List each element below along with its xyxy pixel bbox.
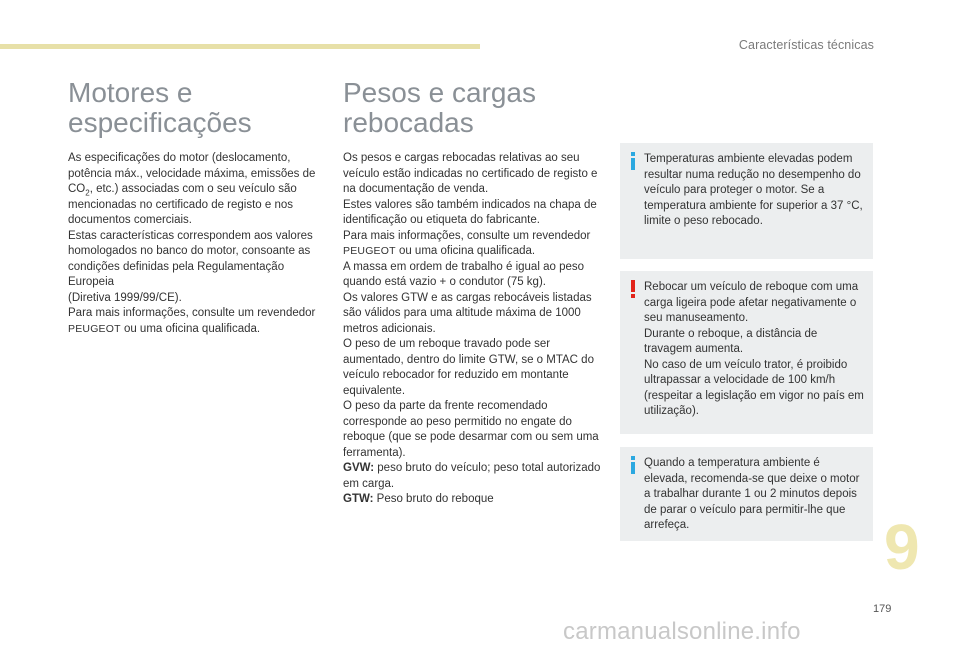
engines-section <box>68 78 330 337</box>
info-notice-temperature <box>620 143 873 259</box>
warning-text-3: No caso de um veículo trator, é proibido ultrapassar a velocidade de 100 km/h (respeitar a legislação em vigor no país em utilização). <box>644 358 864 417</box>
weights-paragraph-5: Os valores GTW e as cargas rebocáveis listadas são válidos para uma altitude máxima de 1000 metros adicionais. <box>343 291 592 335</box>
warning-notice-towing <box>620 271 873 434</box>
weights-paragraph-6: O peso de um reboque travado pode ser aumentado, dentro do limite GTW, se o MTAC do veículo rebocador for reduzido em montante equivalente. <box>343 338 594 397</box>
warning-text-1: Rebocar um veículo de reboque com uma carga ligeira pode afetar negativamente o seu manuseamento. <box>644 281 859 324</box>
brand-name: PEUGEOT <box>68 322 121 335</box>
brand-name: PEUGEOT <box>343 245 396 257</box>
gtw-definition: GTW: Peso bruto do reboque <box>343 493 494 505</box>
weights-paragraph-7: O peso da parte da frente recomendado corresponde ao peso permitido no engate do reboque (que se pode desarmar com ou sem uma ferramenta). <box>343 400 599 459</box>
weights-paragraph-3: Para mais informações, consulte um revendedor PEUGEOT ou uma oficina qualificada. <box>343 229 591 257</box>
gvw-definition: GVW: peso bruto do veículo; peso total autorizado em carga. <box>343 462 601 490</box>
engines-paragraph-4: Para mais informações, consulte um revendedor PEUGEOT ou uma oficina qualificada. <box>68 307 316 335</box>
info-notice-cooldown <box>620 447 873 541</box>
warning-exclamation-icon <box>629 280 637 298</box>
chapter-number: 9 <box>884 511 920 583</box>
engines-paragraph-3: (Diretiva 1999/99/CE). <box>68 291 182 304</box>
header-accent-bar <box>0 44 480 49</box>
warning-text-2: Durante o reboque, a distância de travagem aumenta. <box>644 327 818 355</box>
info-icon <box>629 456 637 474</box>
watermark: carmanualsonline.info <box>563 618 801 645</box>
page-number: 179 <box>873 603 892 615</box>
info-notice-text: Quando a temperatura ambiente é elevada, recomenda-se que deixe o motor a trabalhar durante 1 ou 2 minutos depois de parar o veículo para permitir-lhe que arrefeça. <box>644 457 860 531</box>
weights-title: Pesos e cargas rebocadas <box>343 77 536 138</box>
engines-paragraph-1: As especificações do motor (deslocamento, potência máx., velocidade máxima, emissões de $CO_2$, etc.) associadas com o seu veículo são mencionadas no certificado de registo e nos documentos comerciais. <box>68 152 316 226</box>
weights-paragraph-1: Os pesos e cargas rebocadas relativas ao seu veículo estão indicadas no certificado de registo e na documentação de venda. <box>343 152 598 195</box>
info-notice-text: Temperaturas ambiente elevadas podem resultar numa redução no desempenho do veículo para proteger o motor. Se a temperatura ambiente for superior a 37 °C, limite o peso rebocado. <box>644 153 863 227</box>
engines-title: Motores e especificações <box>68 77 252 138</box>
weights-section <box>343 78 605 508</box>
running-header: Características técnicas <box>738 38 874 52</box>
weights-paragraph-4: A massa em ordem de trabalho é igual ao peso quando está vazio + o condutor (75 kg). <box>343 260 585 288</box>
weights-paragraph-2: Estes valores são também indicados na chapa de identificação ou etiqueta do fabricante. <box>343 198 597 226</box>
engines-paragraph-2: Estas características correspondem aos valores homologados no banco do motor, consoante as condições definidas pela Regulamentação Europeia <box>68 229 313 288</box>
info-icon <box>629 152 637 170</box>
